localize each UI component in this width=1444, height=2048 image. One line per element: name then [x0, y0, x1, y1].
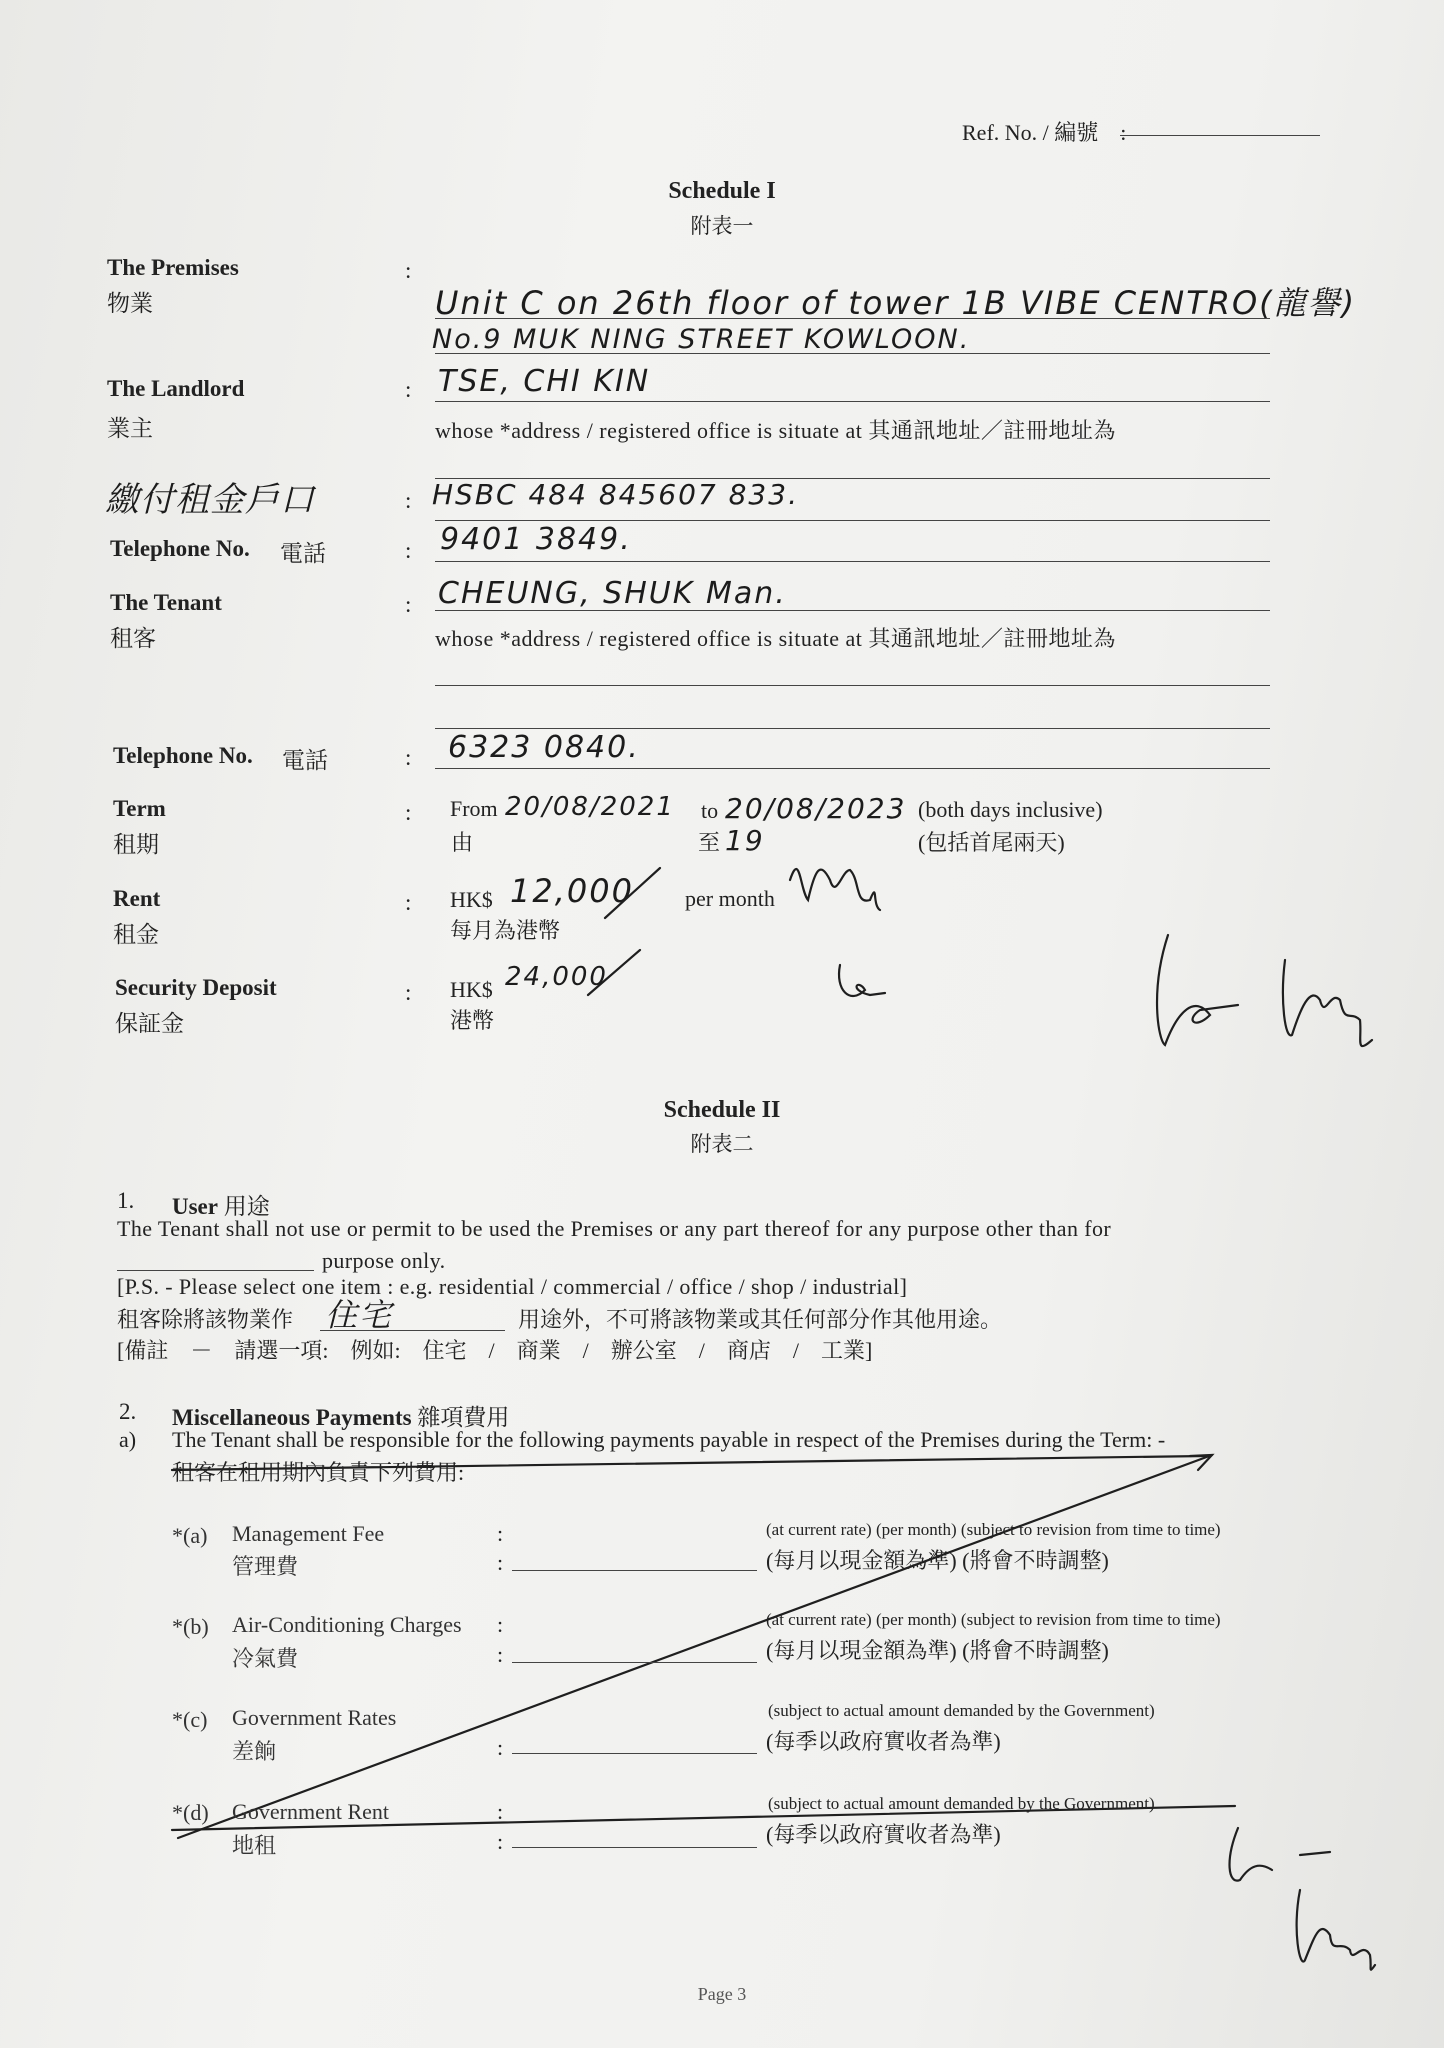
fee-amount-field[interactable]: [512, 1662, 757, 1663]
rent-value: 12,000: [510, 872, 634, 910]
fee-note-zh: (每月以現金額為準) (將會不時調整): [766, 1638, 1109, 1663]
tenant-telephone-label-zh: 電話: [282, 748, 328, 773]
fee-note: (at current rate) (per month) (subject to revision from time to time): [766, 1520, 1221, 1539]
fee-label: Management Fee: [232, 1521, 385, 1546]
rent-label-zh: 租金: [113, 922, 159, 947]
user-purpose-only: purpose only.: [322, 1248, 446, 1273]
user-clause-text: The Tenant shall not use or permit to be used the Premises or any part thereof for any purpose other than for: [117, 1216, 1112, 1241]
tenant-colon: :: [405, 592, 412, 617]
signature-right-2: [1283, 960, 1372, 1046]
premises-label-zh: 物業: [107, 291, 153, 316]
user-clause-zh-part2: 用途外，不可將該物業或其任何部分作其他用途。: [518, 1307, 1003, 1332]
misc-item-a-text-zh: 租客在租用期內負責下列費用:: [172, 1460, 465, 1485]
tenant-name-value: CHEUNG, SHUK Man.: [438, 576, 787, 611]
fee-label: Air-Conditioning Charges: [232, 1612, 462, 1637]
rent-colon: :: [405, 890, 412, 915]
schedule-2-title: Schedule II: [663, 1097, 781, 1123]
user-purpose-value: 住宅: [325, 1296, 394, 1334]
security-deposit-label: Security Deposit: [115, 975, 277, 1000]
user-heading-en: User: [172, 1194, 218, 1219]
tenant-address-text: whose *address / registered office is situate at 其通訊地址／註冊地址為: [435, 626, 1116, 651]
fee-label: Government Rates: [232, 1705, 397, 1730]
fee-colon: :: [497, 1612, 504, 1637]
term-label-zh: 租期: [113, 832, 159, 857]
landlord-colon: :: [405, 377, 412, 402]
premises-label: The Premises: [107, 255, 239, 280]
term-from-label-zh: 由: [451, 830, 474, 855]
fee-amount-field[interactable]: [512, 1570, 757, 1571]
premises-colon: :: [405, 258, 412, 283]
fee-note: (at current rate) (per month) (subject to revision from time to time): [766, 1610, 1221, 1629]
user-clause-zh-part1: 租客除將該物業作: [117, 1307, 294, 1332]
fee-marker: *(b): [172, 1614, 209, 1639]
tenant-telephone-label: Telephone No.: [113, 743, 253, 768]
fee-note-zh: (每月以現金額為準) (將會不時調整): [766, 1548, 1109, 1573]
term-inclusive-note: (both days inclusive): [918, 797, 1103, 822]
user-purpose-zh-field[interactable]: [320, 1330, 505, 1331]
signature-right-1: [1157, 935, 1238, 1045]
landlord-name-value: TSE, CHI KIN: [438, 364, 651, 399]
tenant-telephone-value: 6323 0840.: [448, 730, 640, 765]
term-to-label: to: [701, 798, 719, 823]
term-inclusive-note-zh: (包括首尾兩天): [918, 830, 1065, 855]
bottom-initials-1: [1230, 1828, 1272, 1881]
misc-item-a-text: The Tenant shall be responsible for the following payments payable in respect of the Premises during the Term: -: [172, 1427, 1166, 1452]
security-deposit-currency: HK$: [450, 977, 493, 1002]
fee-label-zh: 冷氣費: [232, 1646, 299, 1671]
tenant-label: The Tenant: [110, 590, 222, 615]
security-deposit-currency-zh: 港幣: [450, 1008, 495, 1033]
fee-colon: :: [497, 1521, 504, 1546]
rent-account-colon: :: [405, 488, 412, 513]
misc-section-number: 2.: [119, 1399, 137, 1424]
user-heading-zh: 用途: [223, 1194, 270, 1219]
schedule-1-title-zh: 附表一: [690, 214, 754, 238]
ref-no-label: Ref. No. / 編號 :: [962, 120, 1127, 145]
fee-label-zh: 管理費: [232, 1554, 299, 1579]
fee-label: Government Rent: [232, 1799, 390, 1824]
fee-colon-2: :: [497, 1829, 504, 1854]
term-colon: :: [405, 800, 412, 825]
deposit-initials: [839, 965, 885, 996]
landlord-telephone-colon: :: [405, 538, 412, 563]
landlord-telephone-label-zh: 電話: [280, 541, 326, 566]
rent-per-month: per month: [685, 886, 775, 911]
fee-amount-field[interactable]: [512, 1847, 757, 1848]
fee-note-zh: (每季以政府實收者為準): [766, 1822, 1001, 1847]
fee-marker: *(d): [172, 1800, 209, 1825]
tenant-telephone-colon: :: [405, 745, 412, 770]
user-purpose-field[interactable]: [117, 1270, 314, 1271]
schedule-2-title-zh: 附表二: [690, 1132, 754, 1156]
rent-label: Rent: [113, 886, 161, 911]
misc-heading-en: Miscellaneous Payments: [172, 1405, 412, 1430]
security-deposit-colon: :: [405, 980, 412, 1005]
security-deposit-label-zh: 保証金: [115, 1011, 184, 1036]
misc-heading-zh: 雜項費用: [417, 1405, 510, 1430]
user-ps-note: [P.S. - Please select one item : e.g. residential / commercial / office / shop / industrial]: [117, 1274, 908, 1299]
rent-account-value: HSBC 484 845607 833.: [432, 478, 799, 511]
misc-item-a-letter: a): [119, 1427, 137, 1452]
fee-label-zh: 差餉: [232, 1739, 277, 1764]
bottom-initials-3: [1297, 1890, 1375, 1970]
user-section-number: 1.: [117, 1188, 135, 1213]
premises-value-line-2: No.9 MUK NING STREET KOWLOON.: [432, 324, 971, 355]
schedule-1-title: Schedule I: [668, 178, 776, 204]
premises-value-line-1: Unit C on 26th floor of tower 1B VIBE CENTRO(龍譽): [435, 284, 1357, 322]
fee-marker: *(c): [172, 1707, 208, 1732]
fee-marker: *(a): [172, 1523, 208, 1548]
rent-account-label-handwritten: 繳付租金戶口: [105, 480, 315, 520]
term-from-value: 20/08/2021: [505, 792, 675, 822]
security-deposit-value: 24,000: [505, 962, 608, 992]
landlord-telephone-value: 9401 3849.: [440, 522, 632, 557]
fee-note-zh: (每季以政府實收者為準): [766, 1729, 1001, 1754]
fee-note: (subject to actual amount demanded by the Government): [768, 1701, 1155, 1720]
landlord-address-text: whose *address / registered office is situate at 其通訊地址／註冊地址為: [435, 418, 1116, 443]
fee-colon: :: [497, 1799, 504, 1824]
rent-currency-zh: 每月為港幣: [450, 918, 561, 943]
bottom-initials-2: [1300, 1852, 1330, 1855]
term-to-label-zh: 至: [698, 830, 721, 855]
fee-colon-2: :: [497, 1550, 504, 1575]
landlord-label: The Landlord: [107, 376, 245, 401]
landlord-telephone-label: Telephone No.: [110, 536, 250, 561]
rent-currency: HK$: [450, 887, 493, 912]
rent-checkmark-stroke: [605, 868, 660, 918]
user-remark-zh: [備註 － 請選一項: 例如: 住宅 / 商業 / 辦公室 / 商店 / 工業]: [117, 1338, 873, 1363]
rent-initials: [790, 869, 880, 910]
tenant-label-zh: 租客: [110, 626, 156, 651]
fee-colon-2: :: [497, 1642, 504, 1667]
fee-note: (subject to actual amount demanded by the Government): [768, 1794, 1155, 1813]
term-label: Term: [113, 796, 166, 821]
page-number: Page 3: [697, 1984, 747, 2004]
term-to-value: 20/08/2023: [725, 792, 907, 825]
fee-amount-field[interactable]: [512, 1753, 757, 1754]
term-from-label: From: [450, 796, 498, 821]
deposit-checkmark-stroke: [588, 950, 640, 995]
landlord-label-zh: 業主: [107, 416, 153, 441]
fee-label-zh: 地租: [232, 1833, 277, 1858]
fee-colon: :: [497, 1735, 504, 1760]
term-to-value-correction: 19: [725, 824, 765, 857]
